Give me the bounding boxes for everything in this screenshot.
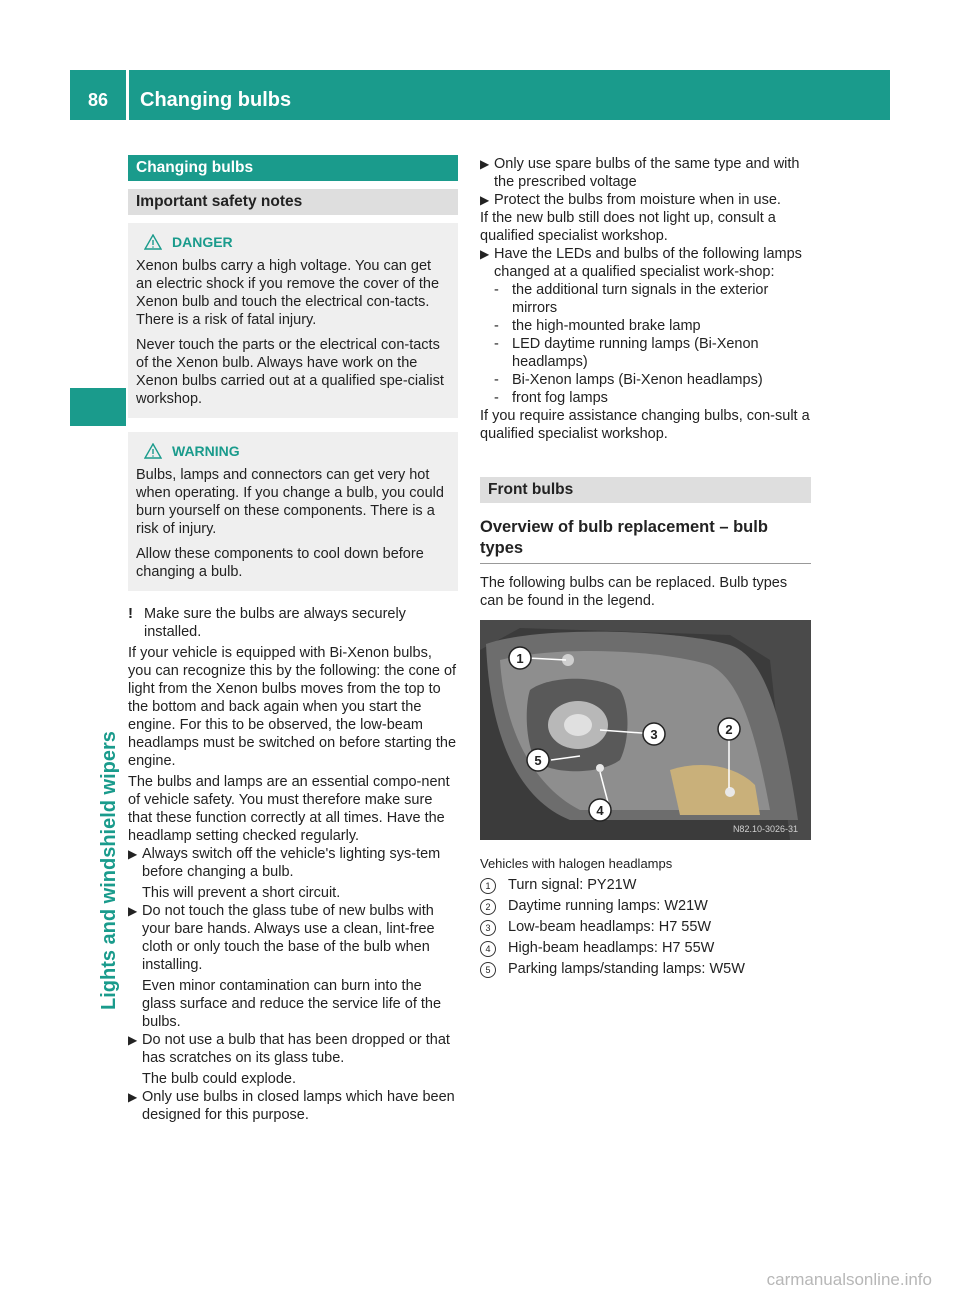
- heading-bulb-overview: Overview of bulb replacement – bulb types: [480, 517, 811, 564]
- bullet-item: [480, 245, 811, 281]
- bullet-subtext: The bulb could explode.: [142, 1071, 296, 1087]
- bullet-subtext: This will prevent a short circuit.: [142, 885, 341, 901]
- paragraph-consult: If the new bulb still does not light up, consult a qualified specialist workshop.: [480, 210, 776, 244]
- legend-number: 1: [480, 878, 496, 894]
- danger-text-2: Never touch the parts or the electrical con-tacts of the Xenon bulb. Always have work on the Xenon bulbs carried out at a qualified spe-cialist workshop.: [136, 337, 444, 407]
- legend-item: [480, 918, 811, 936]
- bullet-item: [128, 845, 458, 902]
- paragraph-assist: If you require assistance changing bulbs, con-sult a qualified specialist workshop.: [480, 408, 810, 442]
- warning-triangle-icon: [144, 234, 162, 250]
- legend-item: [480, 939, 811, 957]
- dash-item: - front fog lamps: [494, 389, 811, 407]
- bullet-text: Only use bulbs in closed lamps which have been designed for this purpose.: [142, 1089, 455, 1123]
- dash-text: the high-mounted brake lamp: [512, 318, 701, 334]
- left-column: [128, 155, 458, 1124]
- photo-caption: Vehicles with halogen headlamps: [480, 856, 673, 871]
- danger-text-1: Xenon bulbs carry a high voltage. You can get an electric shock if you remove the cover of the Xenon bulb and touch the electrical con-tacts. There is a risk of fatal injury.: [136, 258, 440, 328]
- headlamp-photo: [480, 620, 811, 840]
- svg-text:1: 1: [516, 651, 524, 666]
- sidebar-chapter-title: Lights and windshield wipers: [98, 731, 120, 1010]
- bullet-item: [128, 1088, 458, 1124]
- legend-item: [480, 897, 811, 915]
- header-title: Changing bulbs: [140, 89, 292, 111]
- section-title-front-bulbs: Front bulbs: [480, 477, 811, 503]
- section-title-changing-bulbs: Changing bulbs: [128, 155, 458, 181]
- bullet-item: [128, 902, 458, 1031]
- subsection-title-safety: Important safety notes: [128, 189, 458, 215]
- paragraph-intro: The following bulbs can be replaced. Bulb types can be found in the legend.: [480, 575, 788, 609]
- note-item: [128, 605, 458, 641]
- exclamation-icon: !: [128, 605, 133, 622]
- warning-notice: [128, 432, 458, 591]
- callout-1: [509, 647, 531, 669]
- legend-text: Turn signal: PY21W: [508, 877, 637, 893]
- svg-text:2: 2: [725, 722, 733, 737]
- warning-label: WARNING: [172, 443, 240, 459]
- legend-item: [480, 960, 811, 978]
- danger-header: [136, 233, 450, 251]
- header-divider: [126, 70, 129, 120]
- bullet-item: [480, 155, 811, 191]
- bullet-text: Do not use a bulb that has been dropped or that has scratches on its glass tube.: [142, 1032, 450, 1066]
- warning-header: [136, 442, 450, 460]
- legend-text: Daytime running lamps: W21W: [508, 898, 708, 914]
- warning-text-1: Bulbs, lamps and connectors can get very hot when operating. If you change a bulb, you could burn yourself on these components. There is a risk of injury.: [136, 467, 444, 537]
- bullet-marker-icon: ▶: [480, 193, 490, 207]
- svg-text:4: 4: [596, 803, 604, 818]
- legend-text: High-beam headlamps: H7 55W: [508, 940, 715, 956]
- callout-4: [589, 799, 611, 821]
- legend-number: 5: [480, 962, 496, 978]
- bullet-text: Protect the bulbs from moisture when in use.: [494, 192, 781, 208]
- svg-text:3: 3: [650, 727, 658, 742]
- dash-item: - the additional turn signals in the exterior mirrors: [494, 281, 811, 317]
- bullet-marker-icon: ▶: [128, 847, 138, 861]
- paragraph-bi-xenon: If your vehicle is equipped with Bi-Xenon bulbs, you can recognize this by the following: the cone of light from the Xenon bulbs moves from the top to the bottom and back again when you start the engine. For this to be observed, the low-beam headlamps must be switched on before starting the engine.: [128, 645, 457, 769]
- dash-text: LED daytime running lamps (Bi-Xenon headlamps): [512, 336, 759, 370]
- paragraph-safety: The bulbs and lamps are an essential compo-nent of vehicle safety. You must therefore make sure that these function correctly at all times. Have the headlamp setting checked regularly.: [128, 774, 450, 844]
- bullet-marker-icon: ▶: [128, 1090, 138, 1104]
- bullet-marker-icon: ▶: [128, 1033, 138, 1047]
- bullet-subtext: Even minor contamination can burn into the glass surface and reduce the service life of the bulbs.: [142, 978, 442, 1030]
- bullet-text: Always switch off the vehicle's lighting sys-tem before changing a bulb.: [142, 846, 441, 880]
- page-number: 86: [87, 90, 109, 110]
- legend-number: 3: [480, 920, 496, 936]
- bullet-marker-icon: ▶: [480, 157, 490, 171]
- dash-item: - the high-mounted brake lamp: [494, 317, 811, 335]
- warning-triangle-icon: [144, 443, 162, 459]
- bullet-marker-icon: ▶: [128, 904, 138, 918]
- bullet-text: Have the LEDs and bulbs of the following lamps changed at a qualified specialist work-shop:: [494, 246, 802, 280]
- legend-text: Parking lamps/standing lamps: W5W: [508, 961, 745, 977]
- right-column: [480, 155, 811, 978]
- legend-text: Low-beam headlamps: H7 55W: [508, 919, 712, 935]
- bullet-text: Only use spare bulbs of the same type and with the prescribed voltage: [494, 156, 800, 190]
- dash-item: - LED daytime running lamps (Bi-Xenon headlamps): [494, 335, 811, 371]
- dash-text: Bi-Xenon lamps (Bi-Xenon headlamps): [512, 372, 763, 388]
- bullet-item: [128, 1031, 458, 1088]
- bullet-text: Do not touch the glass tube of new bulbs with your bare hands. Always use a clean, lint-free cloth or only touch the base of the bulb when installing.: [142, 903, 435, 973]
- side-tab-block: [70, 388, 126, 426]
- warning-text-2: Allow these components to cool down before changing a bulb.: [136, 546, 424, 580]
- legend-number: 4: [480, 941, 496, 957]
- bullet-marker-icon: ▶: [480, 247, 490, 261]
- legend-number: 2: [480, 899, 496, 915]
- danger-label: DANGER: [172, 234, 233, 250]
- dash-text: the additional turn signals in the exterior mirrors: [512, 282, 769, 316]
- svg-text:5: 5: [534, 753, 542, 768]
- callout-3: [643, 723, 665, 745]
- callout-2: [718, 718, 740, 740]
- callout-5: [527, 749, 549, 771]
- photo-code: N82.10-3026-31: [732, 824, 798, 834]
- legend-item: [480, 876, 811, 894]
- dash-item: - Bi-Xenon lamps (Bi-Xenon headlamps): [494, 371, 811, 389]
- danger-notice: [128, 223, 458, 418]
- dash-text: front fog lamps: [512, 390, 608, 406]
- bullet-item: [480, 191, 811, 209]
- watermark: carmanualsonline.info: [766, 1270, 932, 1289]
- note-text: Make sure the bulbs are always securely installed.: [144, 606, 406, 640]
